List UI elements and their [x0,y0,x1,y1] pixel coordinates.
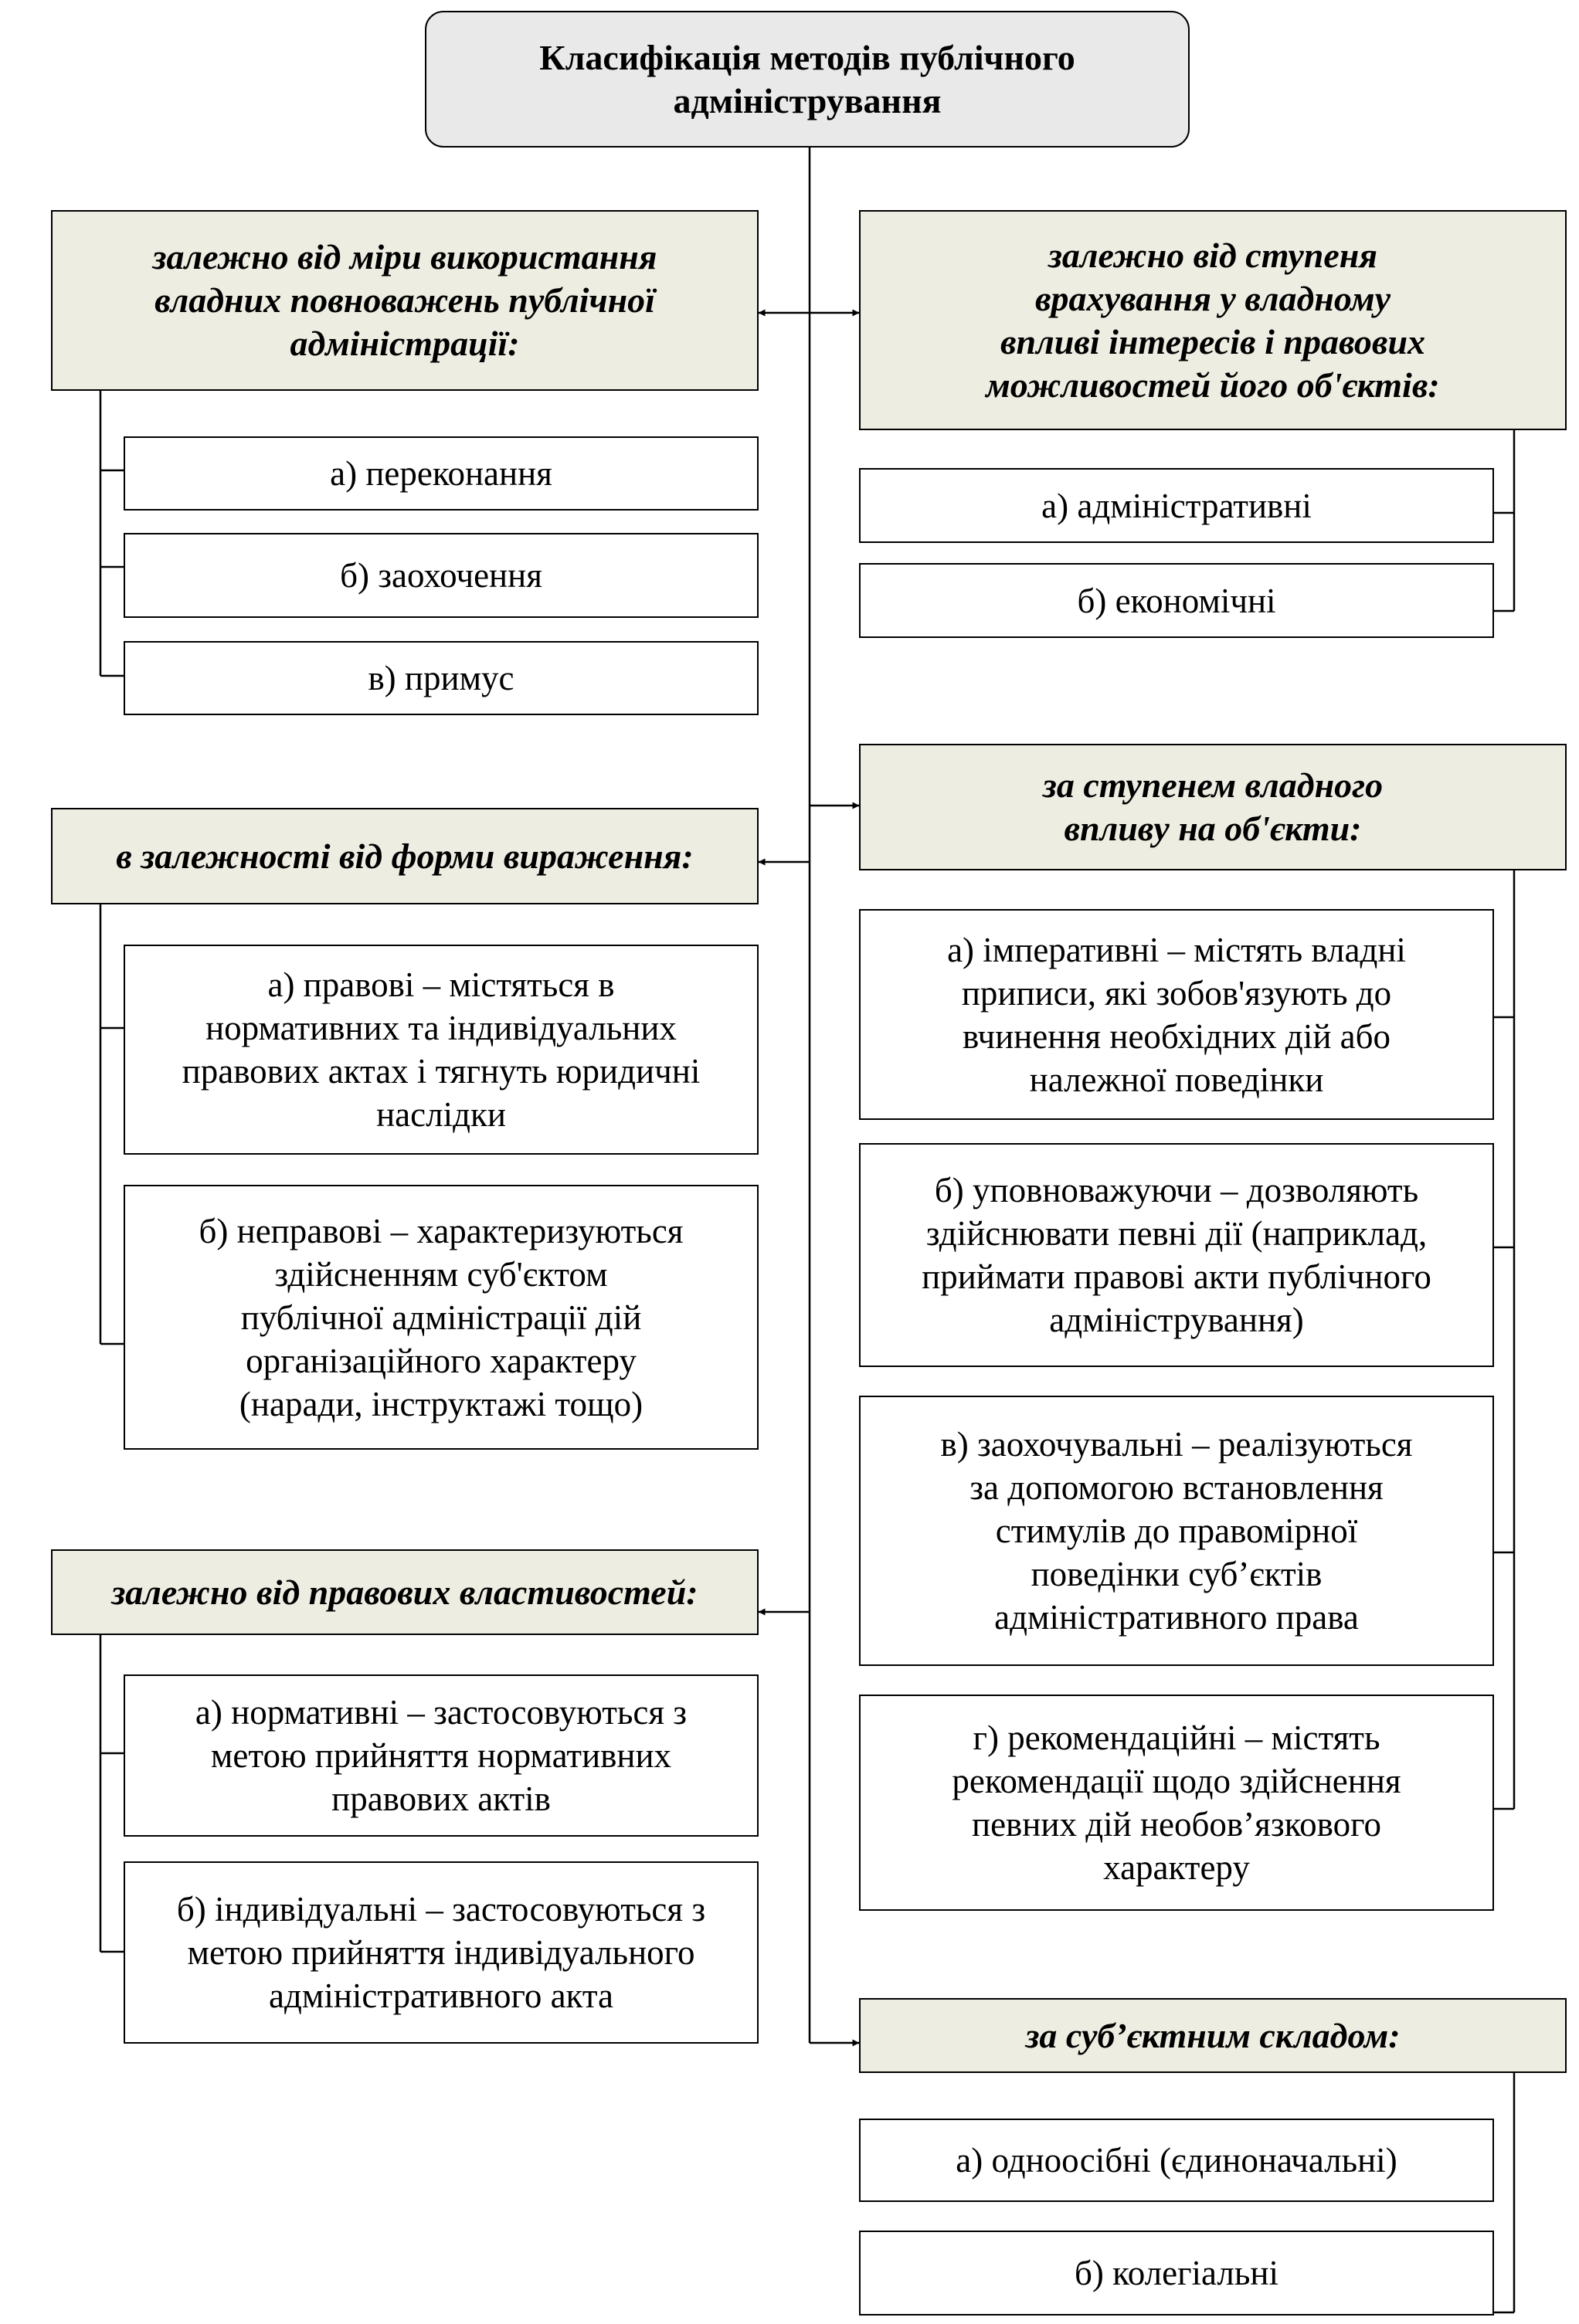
item-sole: а) одноосібні (єдиноначальні) [859,2119,1494,2202]
item-non-legal-methods: б) неправові – характеризуються здійсненням суб'єктом публічної адміністрації дій організаційного характеру (наради, інструктажі тощо) [124,1185,759,1450]
group-heading-influence: за ступенем владного впливу на об'єкти: [859,744,1567,870]
item-recommendatory: г) рекомендаційні – містять рекомендації щодо здійснення певних дій необов’язкового характеру [859,1695,1494,1911]
item-imperative: а) імперативні – містять владні приписи, які зобов'язують до вчинення необхідних дій або належної поведінки [859,909,1494,1120]
item-encouragement: б) заохочення [124,533,759,618]
group-heading-form: в залежності від форми вираження: [51,808,759,904]
item-legal-methods: а) правові – містяться в нормативних та індивідуальних правових актах і тягнуть юридичні наслідки [124,945,759,1155]
item-economic: б) економічні [859,563,1494,638]
item-individual: б) індивідуальні – застосовуються з метою прийняття індивідуального адміністративного акта [124,1861,759,2044]
group-heading-legal: залежно від правових властивостей: [51,1549,759,1635]
item-incentive: в) заохочувальні – реалізуються за допомогою встановлення стимулів до правомірної поведінки суб’єктів адміністративного права [859,1396,1494,1666]
item-administrative: а) адміністративні [859,468,1494,543]
item-authorizing: б) уповноважуючи – дозволяють здійснювати певні дії (наприклад, приймати правові акти публічного адміністрування) [859,1143,1494,1367]
item-persuasion: а) переконання [124,436,759,511]
diagram-title: Класифікація методів публічного адміністрування [425,11,1190,148]
group-heading-subject: за суб’єктним складом: [859,1998,1567,2073]
item-collegial: б) колегіальні [859,2231,1494,2316]
group-heading-power: залежно від міри використання владних повноважень публічної адміністрації: [51,210,759,391]
item-normative: а) нормативні – застосовуються з метою прийняття нормативних правових актів [124,1674,759,1837]
group-heading-interests: залежно від ступеня врахування у владному впливі інтересів і правових можливостей його об'єктів: [859,210,1567,430]
item-coercion: в) примус [124,641,759,715]
